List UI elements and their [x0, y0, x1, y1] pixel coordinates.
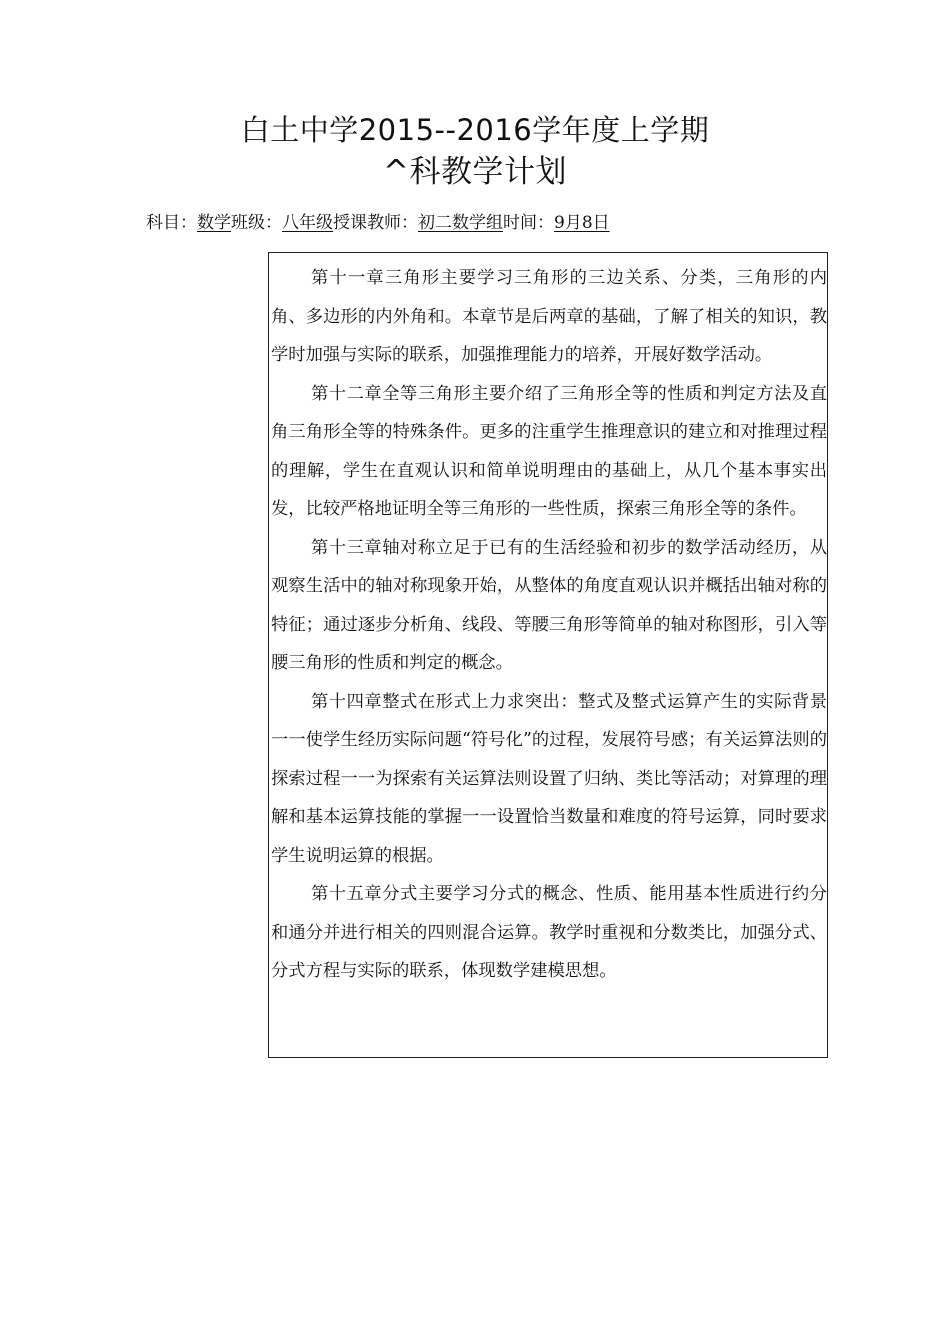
document-title: 白土中学2015--2016学年度上学期 — [240, 113, 710, 147]
class-value: 八年级 — [282, 213, 333, 233]
subject-label: 科目： — [146, 213, 197, 233]
class-label: 班级： — [231, 213, 282, 233]
chapter-15-paragraph: 第十五章分式主要学习分式的概念、性质、能用基本性质进行约分和通分并进行相关的四则混合运算。教学时重视和分数类比，加强分式、分式方程与实际的联系，体现数学建模思想。 — [271, 884, 827, 981]
chapter-13-paragraph: 第十三章轴对称立足于已有的生活经验和初步的数学活动经历，从观察生活中的轴对称现象开始，从整体的角度直观认识并概括出轴对称的特征；通过逐步分析角、线段、等腰三角形等简单的轴对称图形，引入等腰三角形的性质和判定的概念。 — [271, 537, 827, 673]
time-label: 时间： — [503, 213, 554, 233]
plan-meta-line — [146, 208, 610, 233]
plan-content-box — [268, 252, 828, 1058]
time-value: 9月8日 — [554, 213, 610, 233]
chapter-11-paragraph: 第十一章三角形主要学习三角形的三边关系、分类，三角形的内角、多边形的内外角和。本章节是后两章的基础，了解了相关的知识，教学时加强与实际的联系，加强推理能力的培养，开展好数学活动。 — [271, 268, 827, 365]
plan-content — [269, 253, 827, 991]
document-subtitle: ^科教学计划 — [383, 154, 567, 190]
subject-value: 数学 — [197, 213, 231, 233]
chapter-12-paragraph: 第十二章全等三角形主要介绍了三角形全等的性质和判定方法及直角三角形全等的特殊条件。更多的注重学生推理意识的建立和对推理过程的理解，学生在直观认识和简单说明理由的基础上，从几个基本事实出发，比较严格地证明全等三角形的一些性质，探索三角形全等的条件。 — [271, 383, 827, 519]
chapter-14-paragraph: 第十四章整式在形式上力求突出：整式及整式运算产生的实际背景一一使学生经历实际问题“符号化”的过程，发展符号感；有关运算法则的探索过程一一为探索有关运算法则设置了归纳、类比等活动；对算理的理解和基本运算技能的掌握一一设置恰当数量和难度的符号运算，同时要求学生说明运算的根据。 — [271, 691, 827, 866]
teacher-value: 初二数学组 — [418, 213, 503, 233]
teacher-label: 授课教师： — [333, 213, 418, 233]
